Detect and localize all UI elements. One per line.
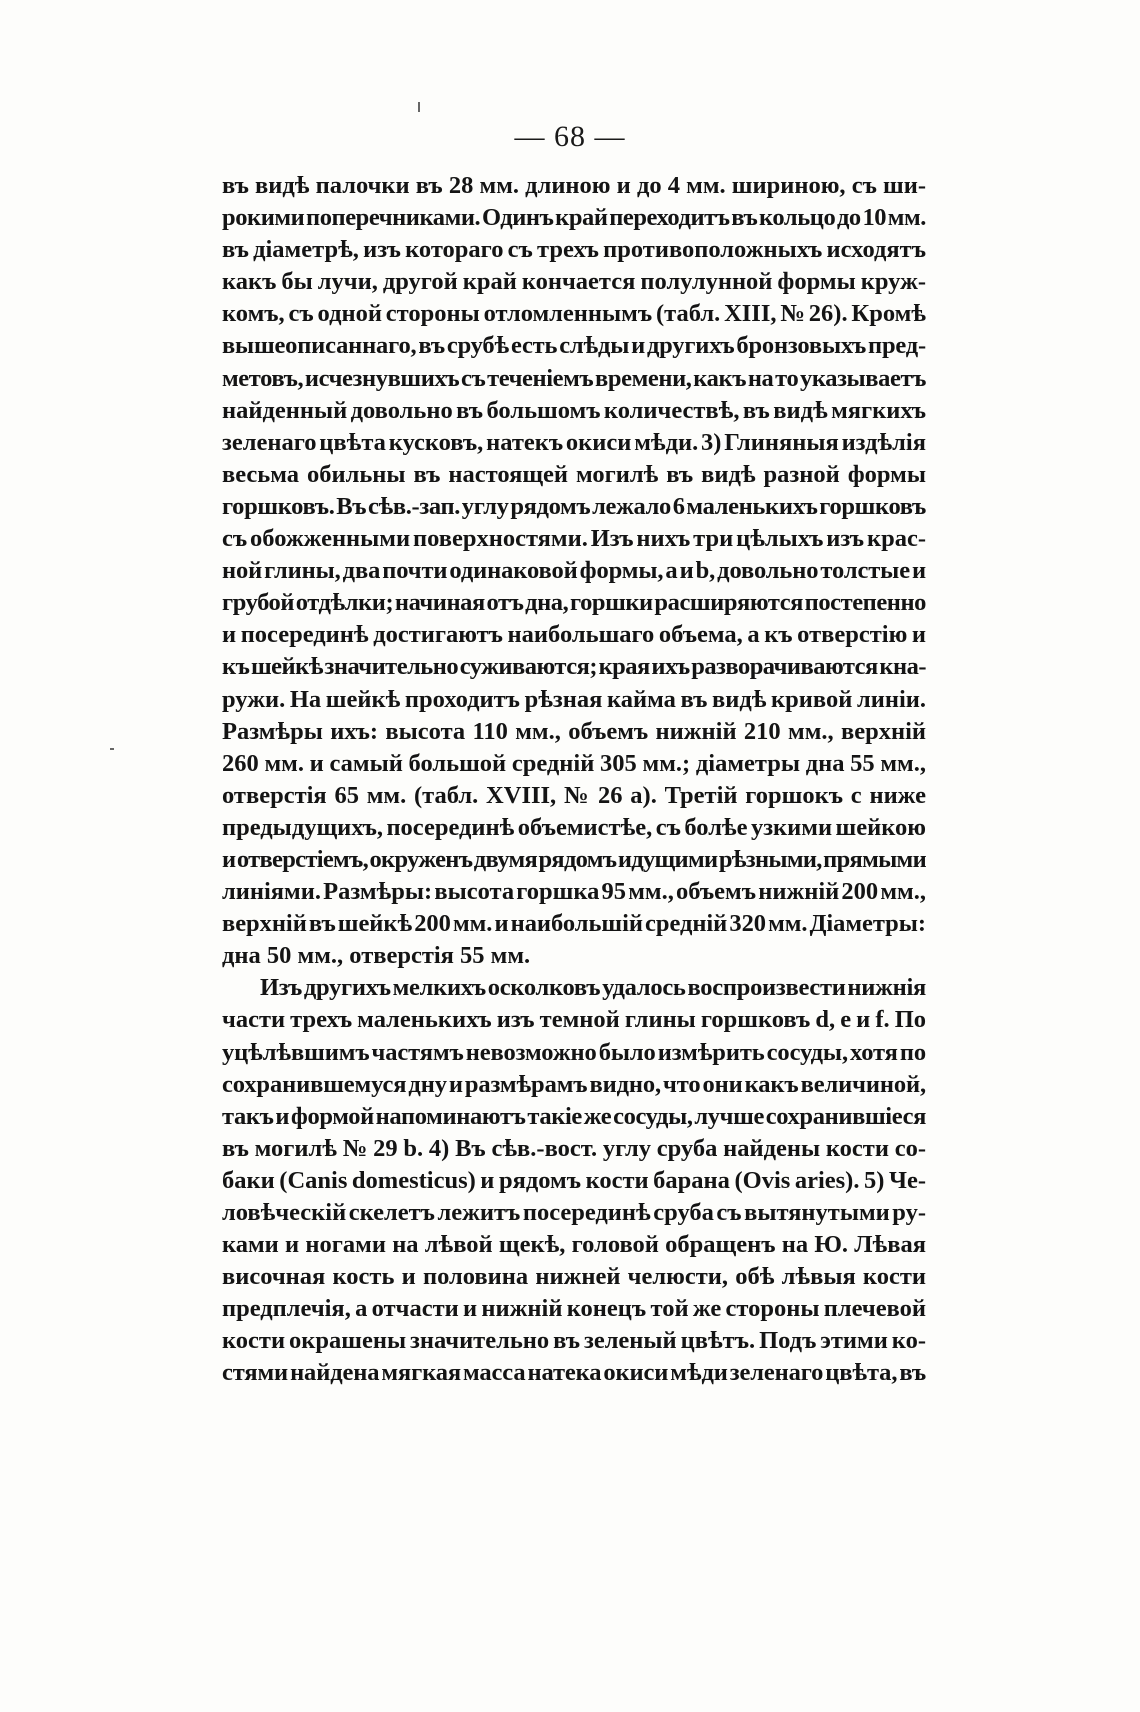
text-line: дна 50 мм., отверстія 55 мм. — [222, 942, 531, 970]
text-line: уцѣлѣвшимъ частямъ невозможно было измѣрить сосуды, хотя по — [222, 1038, 926, 1066]
text-line: горшковъ. Въ сѣв.-зап. углу рядомъ лежало 6 маленькихъ горшковъ — [222, 492, 926, 520]
text-line: 260 мм. и самый большой средній 305 мм.; діаметры дна 55 мм., — [222, 749, 926, 777]
text-line: части трехъ маленькихъ изъ темной глины горшковъ d, e и f. По — [222, 1006, 926, 1034]
text-line: стями найдена мягкая масса натека окиси мѣди зеленаго цвѣта, въ — [222, 1359, 926, 1387]
text-line: къ шейкѣ значительно суживаются; края ихъ разворачиваются кна- — [222, 653, 926, 681]
text-line: и посерединѣ достигаютъ наибольшаго объема, а къ отверстію и — [222, 621, 926, 649]
text-line: височная кость и половина нижней челюсти, обѣ лѣвыя кости — [222, 1263, 926, 1291]
text-line: въ могилѣ № 29 b. 4) Въ сѣв.-вост. углу сруба найдены кости со- — [222, 1134, 926, 1162]
text-line: рокими поперечниками. Одинъ край переходитъ въ кольцо до 10 мм. — [222, 204, 926, 232]
text-line: грубой отдѣлки; начиная отъ дна, горшки расширяются постепенно — [222, 589, 926, 617]
text-line: вышеописаннаго, въ срубѣ есть слѣды и другихъ бронзовыхъ пред- — [222, 332, 926, 360]
text-line: кости окрашены значительно въ зеленый цвѣтъ. Подъ этими ко- — [222, 1327, 926, 1355]
text-line: въ діаметрѣ, изъ котораго съ трехъ противоположныхъ исходятъ — [222, 236, 926, 264]
text-line: верхній въ шейкѣ 200 мм. и наибольшій средній 320 мм. Діаметры: — [222, 910, 926, 938]
text-line: сохранившемуся дну и размѣрамъ видно, что они какъ величиной, — [222, 1070, 926, 1098]
text-line: найденный довольно въ большомъ количествѣ, въ видѣ мягкихъ — [222, 396, 926, 424]
text-line: весьма обильны въ настоящей могилѣ въ видѣ разной формы — [222, 460, 926, 488]
text-line: ловѣческій скелетъ лежитъ посерединѣ сруба съ вытянутыми ру- — [222, 1199, 926, 1226]
text-line: ками и ногами на лѣвой щекѣ, головой обращенъ на Ю. Лѣвая — [222, 1231, 926, 1259]
text-line: комъ, съ одной стороны отломленнымъ (табл. XIII, № 26). Кромѣ — [222, 300, 926, 328]
text-line: въ видѣ палочки въ 28 мм. длиною и до 4 мм. шириною, съ ши- — [222, 172, 926, 199]
text-line: ружи. На шейкѣ проходитъ рѣзная кайма въ видѣ кривой линіи. — [222, 685, 926, 713]
text-line: баки (Canis domesticus) и рядомъ кости барана (Ovis aries). 5) Че- — [222, 1166, 926, 1194]
text-line: предплечія, а отчасти и нижній конецъ той же стороны плечевой — [222, 1295, 926, 1323]
text-line: зеленаго цвѣта кусковъ, натекъ окиси мѣди. 3) Глиняныя издѣлія — [222, 428, 926, 456]
text-line: предыдущихъ, посерединѣ объемистѣе, съ болѣе узкими шейкою — [222, 813, 926, 841]
text-line: Размѣры ихъ: высота 110 мм., объемъ нижній 210 мм., верхній — [222, 717, 926, 745]
paragraph-start-line: Изъ другихъ мелкихъ осколковъ удалось воспроизвести нижнія — [260, 974, 926, 1002]
body-text — [222, 170, 926, 1390]
scan-speck — [418, 102, 420, 112]
text-line: метовъ, исчезнувшихъ съ теченіемъ времени, какъ на то указываетъ — [222, 364, 926, 392]
text-line: съ обожженными поверхностями. Изъ нихъ три цѣлыхъ изъ крас- — [222, 525, 926, 553]
text-line: какъ бы лучи, другой край кончается полулунной формы круж- — [222, 268, 926, 296]
text-line: отверстія 65 мм. (табл. XVIII, № 26 a). Третій горшокъ c ниже — [222, 781, 926, 809]
text-line: ной глины, два почти одинаковой формы, a и b, довольно толстые и — [222, 557, 926, 585]
text-line: и отверстіемъ, окруженъ двумя рядомъ идущими рѣзными, прямыми — [222, 845, 926, 873]
text-line: линіями. Размѣры: высота горшка 95 мм., объемъ нижній 200 мм., — [222, 878, 926, 906]
page-number: — 68 — — [514, 120, 626, 153]
text-line: такъ и формой напоминаютъ такіе же сосуды, лучше сохранившіеся — [222, 1102, 926, 1130]
scan-speck — [110, 748, 114, 750]
